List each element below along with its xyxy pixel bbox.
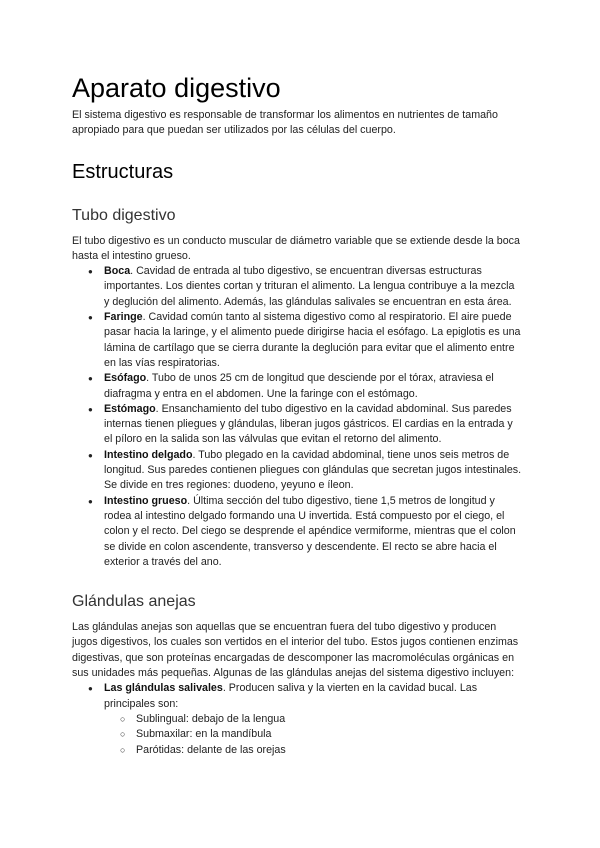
list-item-intestino-grueso	[104, 494, 522, 570]
desc-intestino-grueso: . Última sección del tubo digestivo, tiene 1,5 metros de longitud y rodea al intestino delgado formando una U invertida. Está compuesto por el ciego, el colon y el recto. Del ciego se desprende el apéndice vermiforme, mientras que el colon se divide en colon ascendente, transverso y descendente. El recto se abre hacia el exterior a través del ano.	[104, 494, 516, 568]
term-glandulas-salivales: Las glándulas salivales	[104, 682, 223, 695]
salivales-sublist	[104, 712, 522, 758]
term-boca: Boca	[104, 265, 131, 278]
term-esofago: Esófago	[104, 372, 147, 385]
term-intestino-delgado: Intestino delgado	[104, 448, 193, 461]
list-item-estomago	[104, 402, 522, 448]
list-item-intestino-delgado	[104, 448, 522, 494]
subheading-glandulas-anejas: Glándulas anejas	[72, 593, 196, 611]
term-estomago: Estómago	[104, 402, 156, 415]
tubo-intro-paragraph: El tubo digestivo es un conducto muscular de diámetro variable que se extiende desde la boca hasta el intestino grueso.	[72, 234, 520, 262]
sublist-item-submaxilar: ○ Submaxilar: en la mandíbula	[136, 727, 522, 742]
list-item-boca	[104, 264, 522, 310]
subheading-tubo-digestivo: Tubo digestivo	[72, 206, 176, 224]
list-item-esofago	[104, 371, 522, 402]
desc-glandulas-salivales: . Producen saliva y la vierten en la cavidad bucal. Las principales son:	[104, 682, 478, 710]
desc-intestino-delgado: . Tubo plegado en la cavidad abdominal, tiene unos seis metros de longitud. Sus paredes contienen pliegues con glándulas que secretan jugos intestinales. Se divide en tres regiones: duodeno, yeyuno e íleon.	[104, 448, 522, 492]
glandulas-list	[72, 681, 522, 757]
term-intestino-grueso: Intestino grueso	[104, 494, 188, 507]
intro-paragraph: El sistema digestivo es responsable de transformar los alimentos en nutrientes de tamaño apropiado para que puedan ser utilizados por las células del cuerpo.	[72, 109, 498, 137]
sublist-item-parotidas: ○ Parótidas: delante de las orejas	[136, 743, 522, 758]
desc-faringe: . Cavidad común tanto al sistema digestivo como al respiratorio. El aire puede pasar hacia la laringe, y el alimento puede dirigirse hacia el esófago. La epiglotis es una lámina de cartílago que se cierra durante la deglución para evitar que el alimento entre en las vías respiratorias.	[104, 311, 521, 369]
list-item-glandulas-salivales	[104, 681, 522, 757]
tubo-structures-list	[72, 264, 522, 570]
glandulas-intro-paragraph: Las glándulas anejas son aquellas que se encuentran fuera del tubo digestivo y producen jugos digestivos, los cuales son vertidos en el interior del tubo. Estos jugos contienen enzimas digestivas, que son proteínas encargadas de descomponer las macromoléculas orgánicas en sus unidades más pequeñas. Algunas de las glándulas anejas del sistema digestivo incluyen:	[72, 621, 519, 680]
page-title: Aparato digestivo	[72, 73, 281, 103]
list-item-faringe	[104, 310, 522, 371]
term-faringe: Faringe	[104, 311, 143, 324]
desc-esofago: . Tubo de unos 25 cm de longitud que desciende por el tórax, atraviesa el diafragma y entra en el abdomen. Une la faringe con el estómago.	[104, 372, 494, 400]
desc-estomago: . Ensanchamiento del tubo digestivo en la cavidad abdominal. Sus paredes internas tienen pliegues y glándulas, liberan jugos gástricos. El cardias en la entrada y el píloro en la salida son las válvulas que evitan el retorno del alimento.	[104, 402, 513, 446]
sublist-item-sublingual: ○ Sublingual: debajo de la lengua	[136, 712, 522, 727]
desc-boca: . Cavidad de entrada al tubo digestivo, se encuentran diversas estructuras importantes. Los dientes cortan y trituran el alimento. La lengua contribuye a la mezcla y deglución del alimento. Además, las glándulas salivales se encuentran en esta área.	[104, 265, 515, 308]
section-heading-estructuras: Estructuras	[72, 160, 174, 183]
